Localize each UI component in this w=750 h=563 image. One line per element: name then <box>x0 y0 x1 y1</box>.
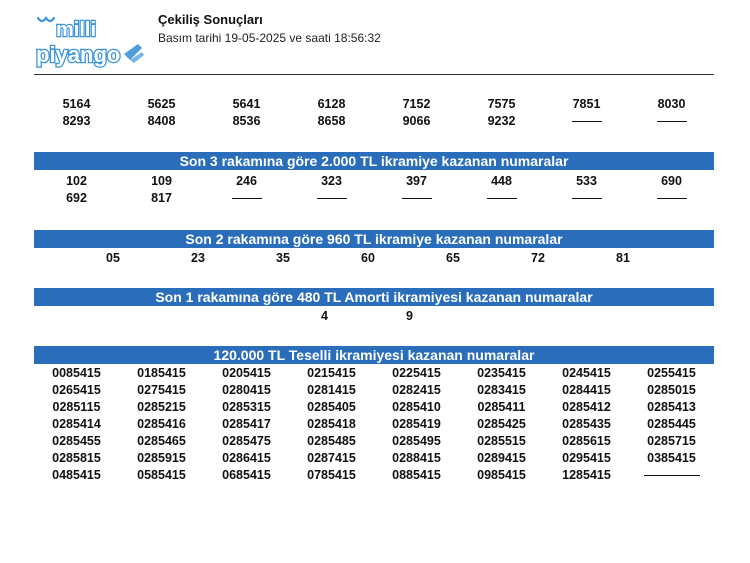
winning-number: 0285410 <box>392 400 441 414</box>
number-row <box>34 450 714 467</box>
winning-number: 9232 <box>487 114 516 128</box>
winning-number: 0295415 <box>562 451 611 465</box>
winning-number: 0285405 <box>307 400 356 414</box>
empty-dash <box>374 190 459 207</box>
winning-number: 0215415 <box>307 366 356 380</box>
empty-dash <box>629 113 714 130</box>
winning-number: 0285215 <box>137 400 186 414</box>
winning-number: 4 <box>321 309 328 323</box>
logo-text-piyango: piyango <box>36 42 121 67</box>
winning-number: 9066 <box>402 114 431 128</box>
number-row <box>34 173 714 190</box>
winning-number: 0280415 <box>222 383 271 397</box>
winning-number: 8293 <box>62 114 91 128</box>
dash-placeholder <box>317 198 347 199</box>
winning-number: 8408 <box>147 114 176 128</box>
teselli-numbers-grid <box>34 365 714 484</box>
winning-number: 0285015 <box>647 383 696 397</box>
winning-number: 692 <box>66 191 87 205</box>
winning-number: 0585415 <box>137 468 186 482</box>
number-row <box>34 467 714 484</box>
empty-dash <box>629 190 714 207</box>
winning-number: 8658 <box>317 114 346 128</box>
dash-placeholder <box>644 475 700 476</box>
winning-number: 0285475 <box>222 434 271 448</box>
logo-text-milli: milli <box>56 19 97 41</box>
number-row <box>34 382 714 399</box>
son1-heading: Son 1 rakamına göre 480 TL Amorti ikramiyesi kazanan numaralar <box>34 288 714 306</box>
winning-number: 0285416 <box>137 417 186 431</box>
winning-number: 72 <box>531 251 545 265</box>
winning-number: 8536 <box>232 114 261 128</box>
winning-number: 0285485 <box>307 434 356 448</box>
son3-heading: Son 3 rakamına göre 2.000 TL ikramiye kazanan numaralar <box>34 152 714 170</box>
number-row <box>34 416 714 433</box>
winning-number: 0285615 <box>562 434 611 448</box>
winning-number: 102 <box>66 174 87 188</box>
winning-number: 0245415 <box>562 366 611 380</box>
winning-number: 448 <box>491 174 512 188</box>
winning-number: 8030 <box>657 97 686 111</box>
winning-number: 0285413 <box>647 400 696 414</box>
empty-dash <box>544 190 629 207</box>
winning-number: 0285417 <box>222 417 271 431</box>
winning-number: 0275415 <box>137 383 186 397</box>
winning-number: 9 <box>406 309 413 323</box>
dash-placeholder <box>657 121 687 122</box>
empty-dash <box>629 467 714 484</box>
son2-heading: Son 2 rakamına göre 960 TL ikramiye kazanan numaralar <box>34 230 714 248</box>
winning-number: 0255415 <box>647 366 696 380</box>
number-row <box>34 190 714 207</box>
winning-number: 817 <box>151 191 172 205</box>
number-row <box>34 433 714 450</box>
number-row <box>34 399 714 416</box>
winning-number: 690 <box>661 174 682 188</box>
winning-number: 397 <box>406 174 427 188</box>
milli-piyango-logo <box>34 10 146 72</box>
winning-number: 0265415 <box>52 383 101 397</box>
winning-number: 0385415 <box>647 451 696 465</box>
winning-number: 7152 <box>402 97 431 111</box>
winning-number: 533 <box>576 174 597 188</box>
winning-number: 0285515 <box>477 434 526 448</box>
winning-number: 246 <box>236 174 257 188</box>
empty-dash <box>459 190 544 207</box>
winning-number: 0285315 <box>222 400 271 414</box>
winning-number: 0235415 <box>477 366 526 380</box>
winning-number: 0285418 <box>307 417 356 431</box>
winning-number: 5641 <box>232 97 261 111</box>
winning-number: 0285414 <box>52 417 101 431</box>
winning-number: 0285445 <box>647 417 696 431</box>
winning-number: 109 <box>151 174 172 188</box>
winning-number: 6128 <box>317 97 346 111</box>
teselli-heading: 120.000 TL Teselli ikramiyesi kazanan numaralar <box>34 346 714 364</box>
dash-placeholder <box>487 198 517 199</box>
winning-number: 0225415 <box>392 366 441 380</box>
number-row <box>34 365 714 382</box>
empty-dash <box>544 113 629 130</box>
winning-number: 35 <box>276 251 290 265</box>
winning-number: 0205415 <box>222 366 271 380</box>
winning-number: 65 <box>446 251 460 265</box>
number-row <box>34 96 714 113</box>
winning-number: 0885415 <box>392 468 441 482</box>
header-divider <box>34 74 714 75</box>
empty-dash <box>289 190 374 207</box>
winning-number: 0285715 <box>647 434 696 448</box>
winning-number: 7851 <box>572 97 601 111</box>
winning-number: 0285115 <box>52 400 101 414</box>
winning-number: 7575 <box>487 97 516 111</box>
winning-number: 0685415 <box>222 468 271 482</box>
winning-number: 0285425 <box>477 417 526 431</box>
winning-number: 323 <box>321 174 342 188</box>
winning-number: 0285915 <box>137 451 186 465</box>
winning-number: 05 <box>106 251 120 265</box>
winning-number: 0287415 <box>307 451 356 465</box>
son3-numbers-grid <box>34 173 714 207</box>
dash-placeholder <box>572 121 602 122</box>
winning-number: 23 <box>191 251 205 265</box>
winning-number: 0289415 <box>477 451 526 465</box>
winning-number: 0283415 <box>477 383 526 397</box>
winning-number: 0288415 <box>392 451 441 465</box>
winning-number: 0285455 <box>52 434 101 448</box>
winning-number: 0285419 <box>392 417 441 431</box>
winning-number: 0185415 <box>137 366 186 380</box>
winning-number: 0085415 <box>52 366 101 380</box>
winning-number: 0282415 <box>392 383 441 397</box>
winning-number: 0285815 <box>52 451 101 465</box>
winning-number: 0281415 <box>307 383 356 397</box>
dash-placeholder <box>232 198 262 199</box>
winning-number: 0286415 <box>222 451 271 465</box>
page-title: Çekiliş Sonuçları <box>158 12 263 27</box>
winning-number: 81 <box>616 251 630 265</box>
winning-number: 0985415 <box>477 468 526 482</box>
winning-number: 5625 <box>147 97 176 111</box>
winning-number: 60 <box>361 251 375 265</box>
winning-number: 0285495 <box>392 434 441 448</box>
empty-dash <box>204 190 289 207</box>
top-numbers-grid <box>34 96 714 130</box>
dash-placeholder <box>572 198 602 199</box>
number-row <box>34 113 714 130</box>
winning-number: 0285465 <box>137 434 186 448</box>
winning-number: 1285415 <box>562 468 611 482</box>
winning-number: 0285435 <box>562 417 611 431</box>
print-date: Basım tarihi 19-05-2025 ve saati 18:56:32 <box>158 31 381 45</box>
winning-number: 0285412 <box>562 400 611 414</box>
winning-number: 0284415 <box>562 383 611 397</box>
dash-placeholder <box>657 198 687 199</box>
dash-placeholder <box>402 198 432 199</box>
winning-number: 0785415 <box>307 468 356 482</box>
winning-number: 0485415 <box>52 468 101 482</box>
winning-number: 5164 <box>62 97 91 111</box>
winning-number: 0285411 <box>477 400 526 414</box>
